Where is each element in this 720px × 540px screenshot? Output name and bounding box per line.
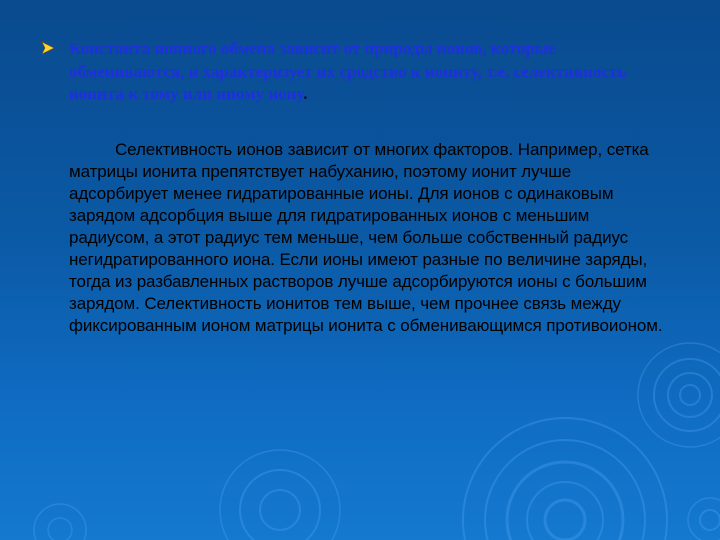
bullet-item: [42, 38, 662, 106]
bullet-text-block: [69, 38, 662, 106]
bullet-text: Константа ионного обмена зависит от природы ионов, которые обмениваются, и характеризует их сродство к иониту, т.е. селективность ионита к тому или иному иону: [69, 39, 627, 103]
body-paragraph: Селективность ионов зависит от многих факторов. Например, сетка матрицы ионита препятствует набуханию, поэтому ионит лучше адсорбирует менее гидратированные ионы. Для ионов с одинаковым зарядом адсорбция выше для гидратированных ионов с меньшим радиусом, а этот радиус тем меньше, чем больше собственный радиус негидратированного иона. Если ионы имеют разные по величине заряды, тогда из разбавленных растворов лучше адсорбируются ионы с большим зарядом. Селективность ионитов тем выше, чем прочнее связь между фиксированным ионом матрицы ионита с обменивающимся противоионом.: [69, 140, 663, 335]
arrowhead-bullet-icon: [42, 42, 54, 54]
bullet-end-mark: .: [303, 84, 308, 103]
